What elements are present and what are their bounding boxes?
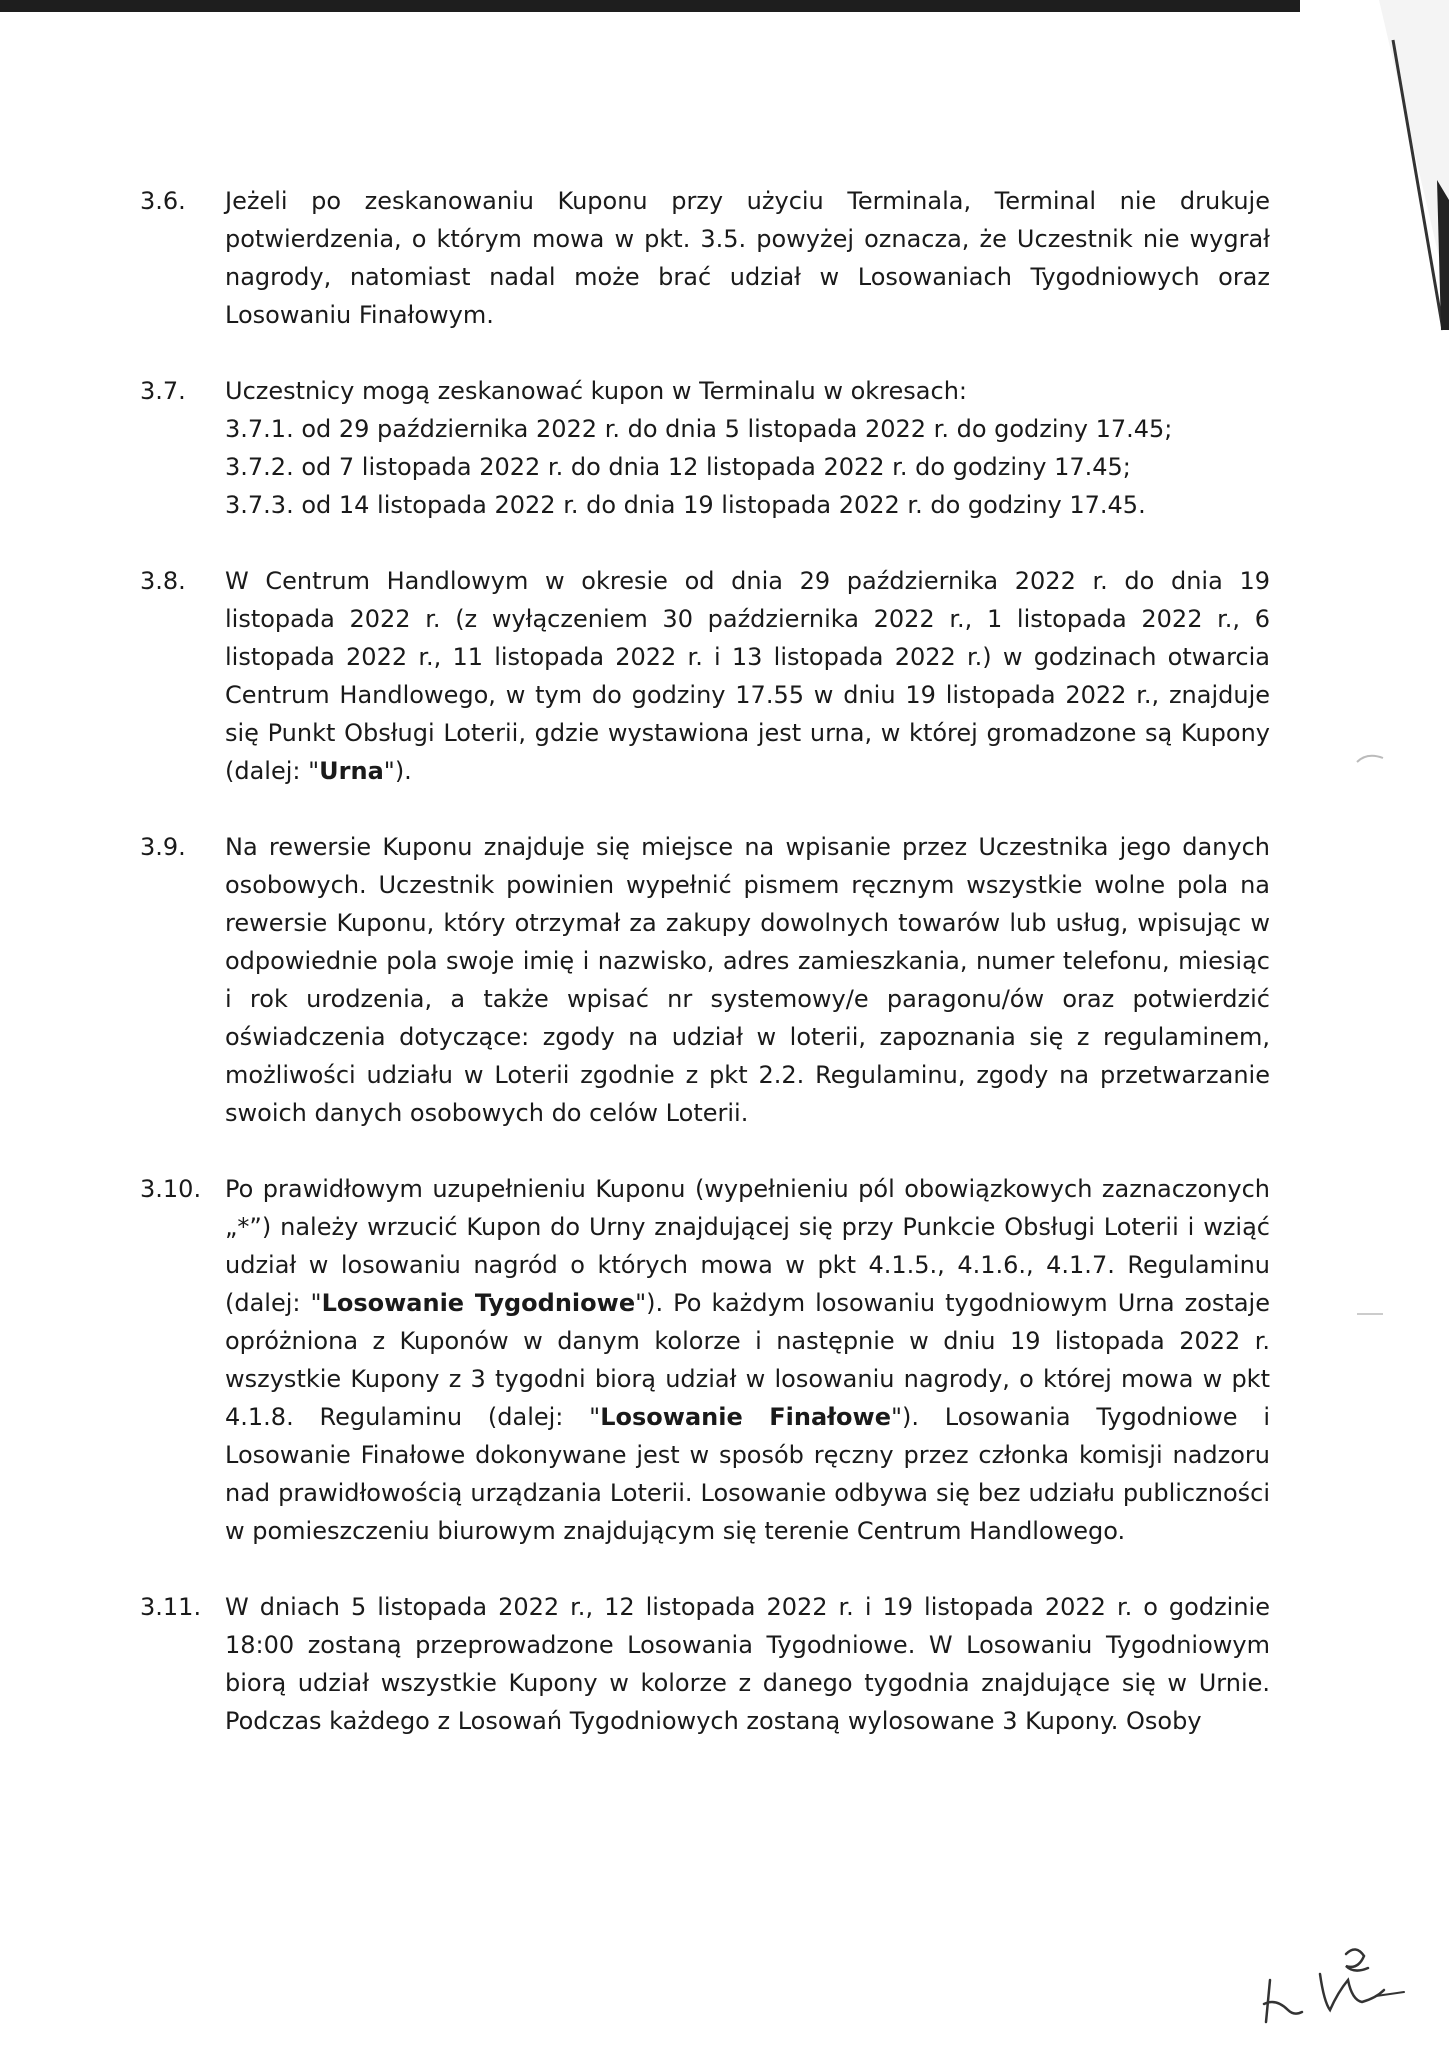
section-3-8 [140, 562, 1270, 790]
list-item: 3.7.3. od 14 listopada 2022 r. do dnia 19 listopada 2022 r. do godziny 17.45. [225, 491, 1146, 519]
list-item: 3.7.1. od 29 października 2022 r. do dnia 5 listopada 2022 r. do godziny 17.45; [225, 415, 1173, 443]
section-text: Na rewersie Kuponu znajduje się miejsce na wpisanie przez Uczestnika jego danych osobowych. Uczestnik powinien wypełnić pismem ręcznym wszystkie wolne pola na rewersie Kuponu, który otrzymał za zakupy dowolnych towarów lub usług, wpisując w odpowiednie pola swoje imię i nazwisko, adres zamieszkania, numer telefonu, miesiąc i rok urodzenia, a także wpisać nr systemowy/e paragonu/ów oraz potwierdzić oświadczenia dotyczące: zgody na udział w loterii, zapoznania się z regulaminem, możliwości udziału w Loterii zgodnie z pkt 2.2. Regulaminu, zgody na przetwarzanie swoich danych osobowych do celów Loterii. [225, 833, 1270, 1127]
section-3-10 [140, 1170, 1270, 1550]
section-body [225, 372, 1270, 524]
text-run: Po prawidłowym uzupełnieniu Kuponu (wypełnieniu pól obowiązkowych zaznaczonych „*”) należy wrzucić Kupon do Urny znajdującej się przy Punkcie Obsługi Loterii i wziąć udział w losowaniu nagród o których mowa w pkt 4.1.5., 4.1.6., 4.1.7. Regulaminu (dalej: " [225, 1175, 1270, 1317]
scan-dot-icon [1355, 1308, 1385, 1320]
section-number: 3.10. [140, 1175, 202, 1203]
defined-term: Losowanie Finałowe [600, 1403, 891, 1431]
defined-term: Urna [319, 757, 384, 785]
scan-dot-icon [1355, 752, 1385, 764]
section-number: 3.11. [140, 1593, 202, 1621]
text-run: W Centrum Handlowym w okresie od dnia 29 października 2022 r. do dnia 19 listopada 2022 r. (z wyłączeniem 30 października 2022 r., 1 listopada 2022 r., 6 listopada 2022 r., 11 listopada 2022 r. i 13 listopada 2022 r.) w godzinach otwarcia Centrum Handlowego, w tym do godziny 17.55 w dniu 19 listopada 2022 r., znajduje się Punkt Obsługi Loterii, gdzie wystawiona jest urna, w której gromadzone są Kupony (dalej: " [225, 567, 1270, 785]
section-number: 3.7. [140, 377, 186, 405]
defined-term: Losowanie Tygodniowe [321, 1289, 636, 1317]
section-number: 3.6. [140, 187, 186, 215]
section-3-6 [140, 182, 1270, 334]
scan-edge-shadow-icon [1359, 0, 1449, 420]
section-text: Jeżeli po zeskanowaniu Kuponu przy użyciu Terminala, Terminal nie drukuje potwierdzenia, o którym mowa w pkt. 3.5. powyżej oznacza, że Uczestnik nie wygrał nagrody, natomiast nadal może brać udział w Losowaniach Tygodniowych oraz Losowaniu Finałowym. [225, 187, 1270, 329]
document-page [140, 182, 1270, 1778]
section-text: W dniach 5 listopada 2022 r., 12 listopada 2022 r. i 19 listopada 2022 r. o godzinie 18:00 zostaną przeprowadzone Losowania Tygodniowe. W Losowaniu Tygodniowym biorą udział wszystkie Kupony w kolorze z danego tygodnia znajdujące się w Urnie. Podczas każdego z Losowań Tygodniowych zostaną wylosowane 3 Kupony. Osoby [225, 1593, 1270, 1735]
scan-top-border [0, 0, 1300, 12]
section-text [225, 562, 1270, 790]
section-intro: Uczestnicy mogą zeskanować kupon w Terminalu w okresach: [225, 377, 967, 405]
text-run: "). [383, 757, 412, 785]
list-item: 3.7.2. od 7 listopada 2022 r. do dnia 12 listopada 2022 r. do godziny 17.45; [225, 453, 1131, 481]
section-text [225, 1170, 1270, 1550]
text-run: "). Losowania Tygodniowe i Losowanie Finałowe dokonywane jest w sposób ręczny przez członka komisji nadzoru nad prawidłowością urządzania Loterii. Losowanie odbywa się bez udziału publiczności w pomieszczeniu biurowym znajdującym się terenie Centrum Handlowego. [225, 1403, 1270, 1545]
text-run: "). Po każdym losowaniu tygodniowym Urna zostaje opróżniona z Kuponów w danym kolorze i następnie w dniu 19 listopada 2022 r. wszystkie Kupony z 3 tygodni biorą udział w losowaniu nagrody, o której mowa w pkt 4.1.8. Regulaminu (dalej: " [225, 1289, 1270, 1431]
section-3-7 [140, 372, 1270, 524]
handwritten-signature-icon [1258, 1940, 1408, 2030]
section-3-9 [140, 828, 1270, 1132]
section-number: 3.9. [140, 833, 186, 861]
section-number: 3.8. [140, 567, 186, 595]
section-3-11 [140, 1588, 1270, 1740]
